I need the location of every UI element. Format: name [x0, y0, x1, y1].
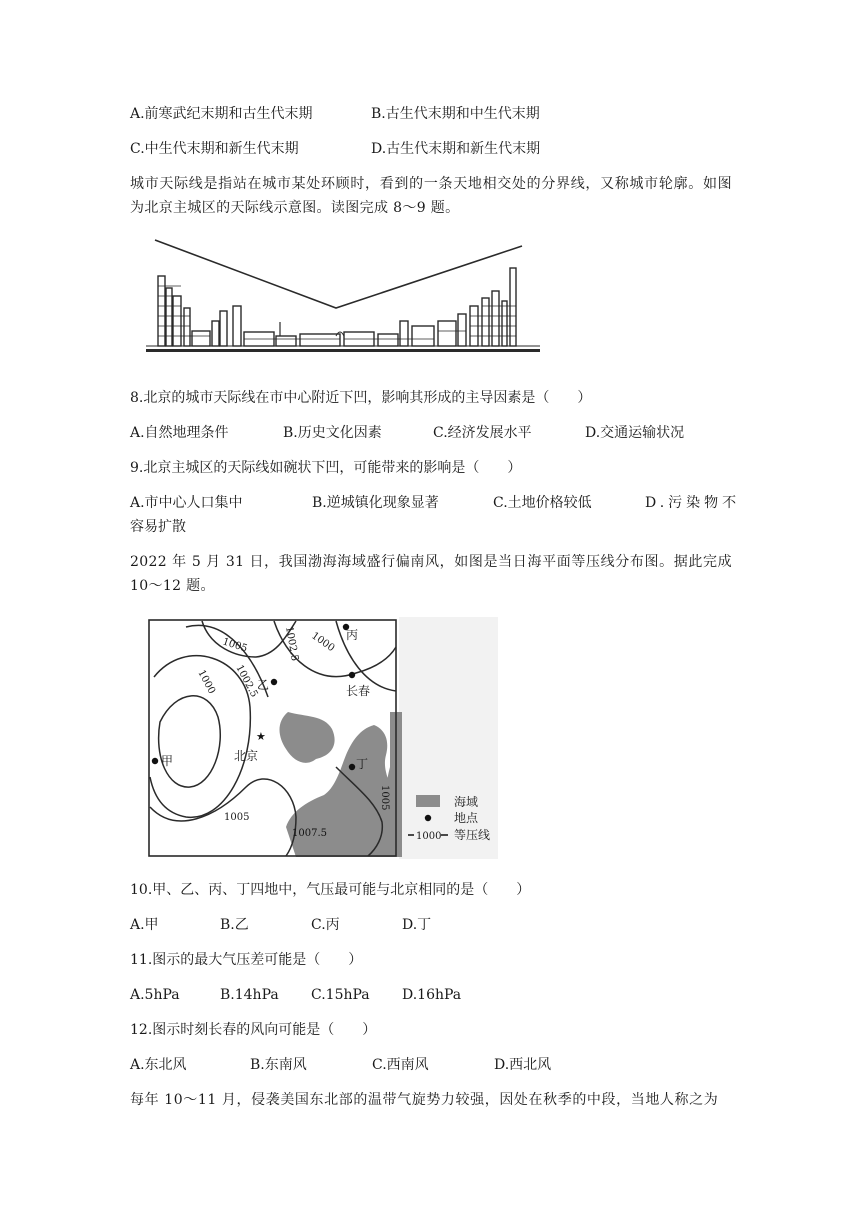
q9-stem: 9.北京主城区的天际线如碗状下凹，可能带来的影响是（ ） — [130, 460, 522, 476]
q7-option-c: C.中生代末期和新生代末期 — [130, 141, 299, 157]
legend-place-label: 地点 — [454, 811, 479, 825]
q11-option-d: D.16hPa — [402, 987, 462, 1003]
q7-option-a: A.前寒武纪末期和古生代末期 — [130, 106, 313, 122]
q9-option-a: A.市中心人口集中 — [130, 495, 243, 511]
place-beijing: 北京 — [234, 749, 259, 763]
legend-isobar-label: 等压线 — [454, 828, 491, 842]
place-jia: 甲 — [161, 754, 174, 768]
legend-sea-swatch — [416, 795, 440, 807]
q7-option-d: D.古生代末期和新生代末期 — [371, 141, 541, 157]
isobar-map — [146, 617, 498, 859]
place-changchun: 长春 — [346, 684, 371, 698]
legend-sea-label: 海域 — [454, 795, 479, 809]
q10-option-c: C.丙 — [311, 917, 340, 933]
q12-option-c: C.西南风 — [372, 1057, 429, 1073]
legend-place-dot — [425, 815, 431, 821]
q9-option-d-wrap: 容易扩散 — [130, 519, 186, 535]
q12-option-d: D.西北风 — [494, 1057, 552, 1073]
cyclone-intro: 每年 10～11 月，侵袭美国东北部的温带气旋势力较强，因处在秋季的中段，当地人称之为 — [130, 1092, 719, 1108]
place-ding: 丁 — [356, 757, 369, 771]
q10-option-d: D.丁 — [402, 917, 432, 933]
isobar-label-1007-5: 1007.5 — [292, 828, 327, 839]
q9-option-c: C.土地价格较低 — [493, 495, 592, 511]
isobar-label-1002-5-top: 1002.5 — [283, 625, 300, 662]
q8-option-a: A.自然地理条件 — [130, 425, 229, 441]
q10-option-b: B.乙 — [220, 917, 249, 933]
place-yi: 乙 — [257, 678, 270, 692]
q10-stem: 10.甲、乙、丙、丁四地中，气压最可能与北京相同的是（ ） — [130, 882, 531, 898]
q7-option-b: B.古生代末期和中生代末期 — [371, 106, 540, 122]
q9-option-d: D.污染物不 — [645, 495, 741, 511]
isobar-label-1000-left: 1000 — [195, 668, 218, 696]
q11-stem: 11.图示的最大气压差可能是（ ） — [130, 952, 363, 968]
q9-option-b: B.逆城镇化现象显著 — [312, 495, 439, 511]
isobar-label-1005-right: 1005 — [379, 785, 390, 811]
skyline-intro: 城市天际线是指站在城市某处环顾时，看到的一条天地相交处的分界线，又称城市轮廓。如图为北京主城区的天际线示意图。读图完成 8～9 题。 — [130, 176, 732, 216]
q8-stem: 8.北京的城市天际线在市中心附近下凹，影响其形成的主导因素是（ ） — [130, 390, 592, 406]
isobar-label-1002-5-left: 1002.5 — [233, 663, 260, 700]
q11-option-c: C.15hPa — [311, 987, 370, 1003]
q11-option-a: A.5hPa — [130, 987, 180, 1003]
q11-option-b: B.14hPa — [220, 987, 279, 1003]
q12-option-a: A.东北风 — [130, 1057, 187, 1073]
skyline-figure — [140, 236, 545, 364]
q12-stem: 12.图示时刻长春的风向可能是（ ） — [130, 1022, 377, 1038]
legend-isobar-value: 1000 — [416, 831, 442, 842]
q12-option-b: B.东南风 — [250, 1057, 307, 1073]
place-bing: 丙 — [346, 628, 359, 642]
isobar-label-1000-top: 1000 — [309, 630, 337, 655]
svg-text:★: ★ — [256, 730, 266, 743]
isobar-label-1005-top: 1005 — [221, 636, 249, 655]
isobar-label-1005-bottom: 1005 — [224, 812, 250, 823]
q8-option-b: B.历史文化因素 — [283, 425, 382, 441]
pressure-intro: 2022 年 5 月 31 日，我国渤海海域盛行偏南风，如图是当日海平面等压线分布图。据此完成10～12 题。 — [130, 554, 732, 594]
q10-option-a: A.甲 — [130, 917, 159, 933]
q8-option-d: D.交通运输状况 — [585, 425, 685, 441]
q8-option-c: C.经济发展水平 — [433, 425, 532, 441]
